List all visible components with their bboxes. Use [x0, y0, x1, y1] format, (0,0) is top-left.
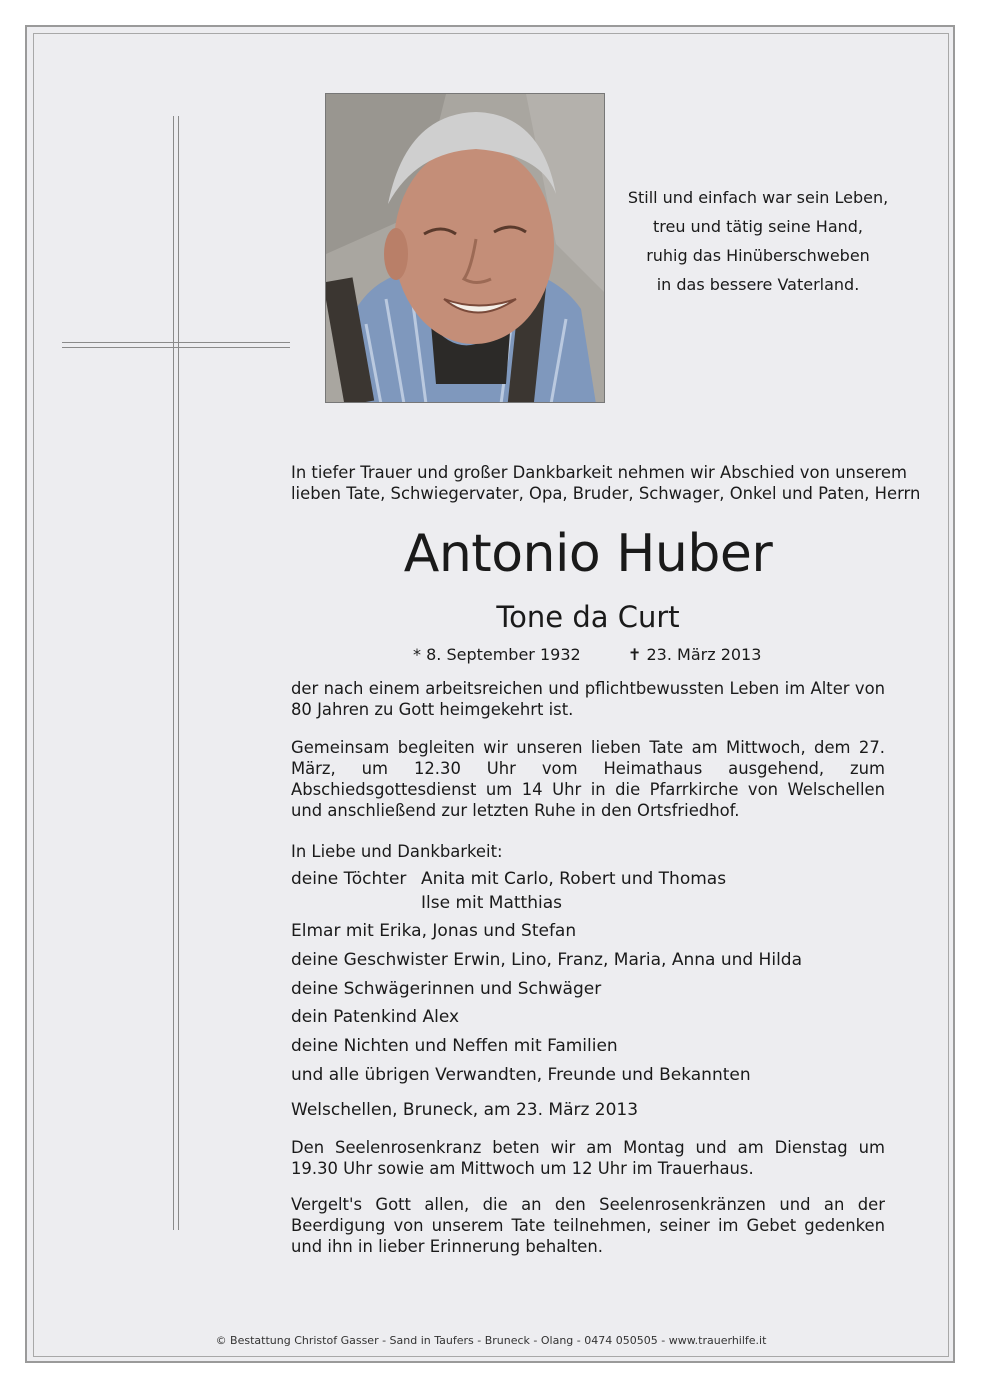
deceased-name: Antonio Huber: [403, 524, 773, 584]
intro-line: lieben Tate, Schwiegervater, Opa, Bruder, Schwager, Onkel und Paten, Herrn: [291, 484, 921, 503]
place-date: Welschellen, Bruneck, am 23. März 2013: [291, 1100, 639, 1120]
daughter-entry: Anita mit Carlo, Robert und Thomas: [421, 869, 727, 889]
poem-line: Still und einfach war sein Leben,: [627, 188, 889, 207]
daughters-row: [291, 868, 726, 890]
mourner-line: deine Nichten und Neffen mit Familien: [291, 1036, 618, 1056]
poem-line: treu und tätig seine Hand,: [652, 217, 864, 236]
death-date: ✝ 23. März 2013: [628, 645, 762, 664]
intro-text: [291, 462, 921, 504]
rosary-text: Den Seelenrosenkranz beten wir am Montag und am Dienstag um 19.30 Uhr sowie am Mittwoch um 12 Uhr im Trauerhaus.: [291, 1138, 885, 1178]
mourner-line: Elmar mit Erika, Jonas und Stefan: [291, 921, 577, 941]
thanks-text: Vergelt's Gott allen, die an den Seelenrosenkränzen und an der Beerdigung von unserem Tate teilnehmen, seiner im Gebet gedenken und ihn in lieber Erinnerung behalten.: [291, 1195, 885, 1256]
portrait-illustration: [326, 94, 605, 403]
mourner-line: und alle übrigen Verwandten, Freunde und Bekannten: [291, 1065, 751, 1085]
mourner-line: deine Geschwister Erwin, Lino, Franz, Maria, Anna und Hilda: [291, 950, 802, 970]
poem-line: in das bessere Vaterland.: [656, 275, 860, 294]
mourner-line: dein Patenkind Alex: [291, 1007, 460, 1027]
portrait-photo: [325, 93, 605, 403]
cross-horizontal-beam: [62, 342, 290, 348]
signoff-text: In Liebe und Dankbarkeit:: [291, 842, 503, 861]
intro-line: In tiefer Trauer und großer Dankbarkeit nehmen wir Abschied von unserem: [291, 463, 907, 482]
cross-vertical-beam: [173, 116, 179, 1230]
age-text: der nach einem arbeitsreichen und pflichtbewussten Leben im Alter von 80 Jahren zu Gott heimgekehrt ist.: [291, 679, 885, 719]
birth-date: * 8. September 1932: [413, 645, 581, 664]
ceremony-text: Gemeinsam begleiten wir unseren lieben Tate am Mittwoch, dem 27. März, um 12.30 Uhr vom Heimathaus ausgehend, zum Abschiedsgottesdienst um 14 Uhr in die Pfarrkirche von Welschellen und anschließend zur letzten Ruhe in den Ortsfriedhof.: [291, 738, 885, 820]
footer-credit: © Bestattung Christof Gasser - Sand in Taufers - Bruneck - Olang - 0474 050505 - www.trauerhilfe.it: [215, 1334, 767, 1347]
memorial-poem: [610, 183, 906, 299]
poem-line: ruhig das Hinüberschweben: [646, 246, 870, 265]
mourner-line: deine Schwägerinnen und Schwäger: [291, 979, 602, 999]
daughters-row: [291, 892, 562, 914]
deceased-nickname: Tone da Curt: [496, 600, 680, 634]
daughter-entry: Ilse mit Matthias: [421, 893, 562, 913]
daughters-label: deine Töchter: [291, 869, 407, 889]
